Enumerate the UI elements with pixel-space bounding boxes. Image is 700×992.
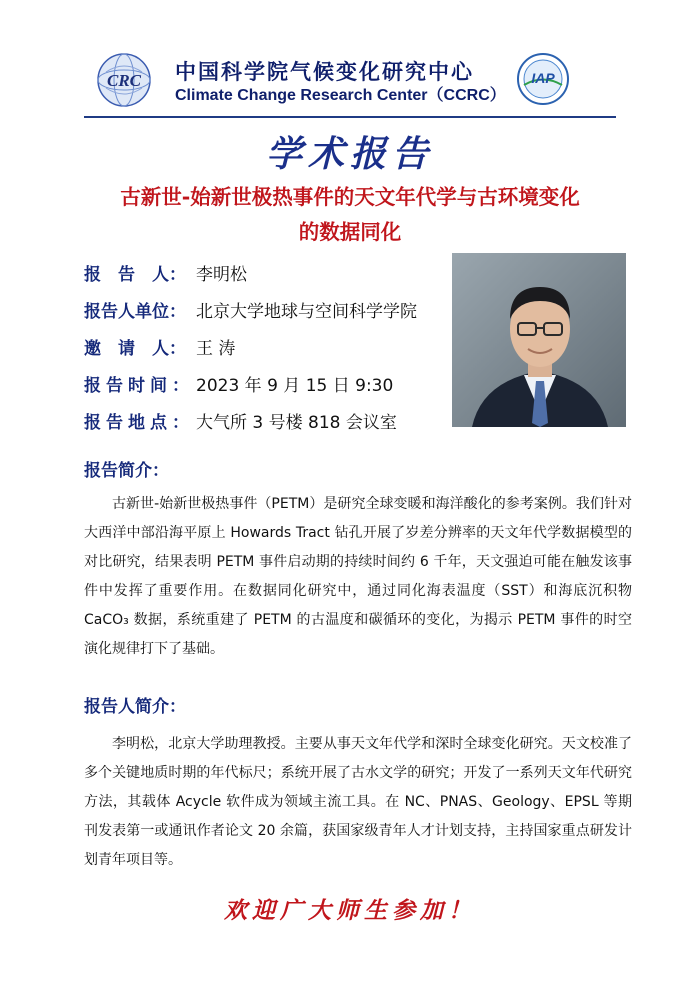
speaker-photo [452, 253, 626, 427]
welcome-text: 欢迎广大师生参加！ [224, 897, 476, 924]
host-label: 邀 请 人： [84, 339, 186, 359]
bio-heading: 报告人简介： [84, 697, 186, 717]
affiliation-value: 北京大学地球与空间科学学院 [196, 302, 417, 322]
place-value: 大气所 3 号楼 818 会议室 [196, 413, 397, 433]
time-row [84, 371, 393, 399]
org-name-cn: 中国科学院气候变化研究中心 [175, 59, 474, 84]
report-title [70, 180, 630, 250]
iap-logo-text: IAP [531, 70, 555, 86]
header-divider [84, 116, 616, 118]
speaker-row [84, 260, 247, 288]
iap-logo [516, 52, 570, 106]
affiliation-row [84, 297, 417, 325]
speaker-name: 李明松 [196, 265, 247, 285]
abstract-heading: 报告简介： [84, 461, 169, 481]
abstract-text: 古新世-始新世极热事件（PETM）是研究全球变暖和海洋酸化的参考案例。我们针对大西洋中部沿海平原上 Howards Tract 钻孔开展了岁差分辨率的天文年代学数据模型的对比研究，结果表明 PETM 事件启动期的持续时间约 6 千年，天文强迫可能在触发该事件中发挥了重要作用。在数据同化研究中，通过同化海表温度（SST）和海底沉积物 CaCO₃ 数据，系统重建了 PETM 的古温度和碳循环的变化，为揭示 PETM 事件的时空演化规律打下了基础。 [84, 496, 632, 657]
speaker-label: 报 告 人： [84, 265, 186, 285]
report-title-line1: 古新世-始新世极热事件的天文年代学与古环境变化 [120, 185, 580, 209]
host-row [84, 334, 235, 362]
place-row [84, 408, 397, 436]
place-label: 报告地点： [84, 413, 194, 433]
host-name: 王 涛 [196, 339, 236, 359]
page-heading: 学术报告 [265, 133, 434, 175]
report-title-line2: 的数据同化 [298, 220, 402, 244]
bio-text: 李明松，北京大学助理教授。主要从事天文年代学和深时全球变化研究。天文校准了多个关键地质时期的年代标尺；系统开展了古水文学的研究；开发了一系列天文年代研究方法，其载体 Acycle 软件成为领域主流工具。在 NC、PNAS、Geology、EPSL 等期刊发表第一或通讯作者论文 20 余篇，获国家级青年人才计划支持，主持国家重点研发计划青年项目等。 [84, 736, 632, 868]
time-value: 2023 年 9 月 15 日 9:30 [196, 376, 394, 396]
org-name-en: Climate Change Research Center（CCRC） [175, 87, 506, 104]
time-label: 报告时间： [84, 376, 194, 396]
ccrc-logo-text: CRC [106, 71, 142, 90]
affiliation-label: 报告人单位： [84, 302, 186, 322]
ccrc-logo [96, 52, 152, 108]
